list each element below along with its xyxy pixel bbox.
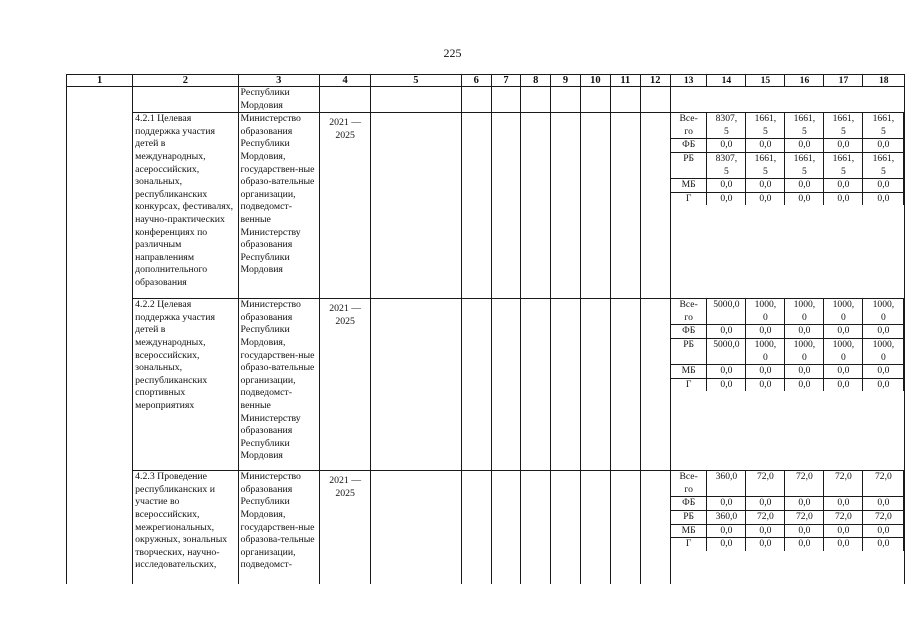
empty-cell (521, 113, 551, 299)
finance-value: 0,0 (863, 365, 904, 379)
finance-value: 1661, 5 (785, 113, 824, 139)
finance-source: МБ (671, 365, 707, 379)
finance-value: 72,0 (785, 471, 824, 497)
finance-source: РБ (671, 510, 707, 524)
finance-source: Все- го (671, 299, 707, 325)
finance-value: 72,0 (863, 510, 904, 524)
measure-executor: Министерство образования Республики Мордовия, государствен-ные образова-тельные организации, подведомст- (238, 471, 320, 584)
finance-value: 72,0 (824, 471, 863, 497)
finance-value: 0,0 (746, 365, 785, 379)
finance-row (671, 113, 904, 139)
finance-value: 0,0 (707, 378, 746, 391)
finance-row (671, 510, 904, 524)
empty-cell (371, 113, 461, 299)
finance-value: 72,0 (824, 510, 863, 524)
continuation-executor: Республики Мордовия (238, 87, 320, 113)
header-cell: 5 (371, 75, 461, 87)
finance-row (671, 139, 904, 153)
finance-value: 0,0 (824, 497, 863, 511)
empty-cell (521, 471, 551, 584)
empty-cell (580, 299, 610, 471)
header-cell: 11 (611, 75, 640, 87)
finance-value: 0,0 (746, 325, 785, 339)
finance-value: 0,0 (785, 524, 824, 538)
finance-value: 0,0 (746, 524, 785, 538)
header-cell: 16 (785, 75, 824, 86)
finance-source: МБ (671, 524, 707, 538)
finance-value: 0,0 (824, 538, 863, 551)
header-cell: 12 (640, 75, 670, 87)
empty-cell (491, 471, 520, 584)
finance-row (671, 497, 904, 511)
finance-value: 0,0 (707, 325, 746, 339)
empty-cell (611, 87, 640, 113)
header-cell: 8 (521, 75, 551, 87)
finance-value: 1661, 5 (824, 152, 863, 178)
finance-value: 360,0 (707, 510, 746, 524)
finance-row (671, 192, 904, 205)
finance-block (670, 113, 904, 299)
finance-value: 1661, 5 (785, 152, 824, 178)
finance-value: 0,0 (707, 365, 746, 379)
header-cell: 3 (238, 75, 320, 87)
empty-cell (371, 471, 461, 584)
finance-value: 5000,0 (707, 338, 746, 364)
finance-source: РБ (671, 338, 707, 364)
finance-table (671, 471, 904, 551)
finance-value (863, 378, 904, 391)
header-cell: 6 (461, 75, 491, 87)
empty-cell (521, 87, 551, 113)
empty-cell (461, 113, 491, 299)
finance-row (671, 325, 904, 339)
finance-value: 0,0 (824, 179, 863, 193)
finance-row (671, 538, 904, 551)
program-table (66, 74, 905, 584)
finance-row (671, 365, 904, 379)
finance-value: 0,0 (824, 365, 863, 379)
measure-row (67, 113, 905, 299)
empty-cell (640, 87, 670, 113)
finance-value (863, 139, 904, 153)
empty-cell (611, 299, 640, 471)
finance-block (670, 299, 904, 471)
empty-cell (611, 471, 640, 584)
empty-cell (461, 471, 491, 584)
finance-value: 1661, 5 (746, 152, 785, 178)
measure-years: 2021 — 2025 (320, 471, 371, 584)
header-cell: 17 (824, 75, 863, 86)
finance-value: 1661, 5 (863, 152, 904, 178)
header-row (67, 75, 905, 87)
empty-cell (580, 87, 610, 113)
empty-cell (461, 87, 491, 113)
finance-value: 72,0 (746, 510, 785, 524)
finance-value: 0,0 (824, 524, 863, 538)
finance-value: 1000, 0 (863, 299, 904, 325)
header-cell: 7 (491, 75, 520, 87)
empty-cell (640, 299, 670, 471)
finance-value: 0,0 (707, 139, 746, 153)
finance-table (671, 113, 904, 205)
finance-value: 1000, 0 (785, 338, 824, 364)
finance-value: 0,0 (785, 538, 824, 551)
finance-value: 360,0 (707, 471, 746, 497)
finance-row (671, 524, 904, 538)
finance-source: Г (671, 538, 707, 551)
empty-cell (521, 299, 551, 471)
finance-value: 72,0 (785, 510, 824, 524)
empty-cell (133, 87, 238, 113)
finance-source: ФБ (671, 497, 707, 511)
finance-value: 1000, 0 (824, 338, 863, 364)
finance-value: 0,0 (824, 139, 863, 153)
finance-value: 0,0 (785, 497, 824, 511)
header-cell: 9 (551, 75, 580, 87)
measure-row (67, 299, 905, 471)
finance-value: 0,0 (746, 378, 785, 391)
finance-value (863, 524, 904, 538)
header-cell: 18 (863, 75, 904, 86)
finance-value: 8307, 5 (707, 113, 746, 139)
finance-value: 0,0 (863, 538, 904, 551)
measure-executor: Министерство образования Республики Мордовия, государствен-ные образо-вательные организации, подведомст-венные Министерству образования Республики Мордовия (238, 113, 320, 299)
finance-value: 1000, 0 (746, 338, 785, 364)
measure-years: 2021 — 2025 (320, 113, 371, 299)
finance-source: ФБ (671, 139, 707, 153)
finance-row (671, 179, 904, 193)
finance-value: 0,0 (746, 192, 785, 205)
finance-value: 0,0 (746, 538, 785, 551)
finance-source: МБ (671, 179, 707, 193)
finance-value: 0,0 (707, 497, 746, 511)
finance-value: 1661, 5 (824, 113, 863, 139)
measure-name: 4.2.1 Целевая поддержка участия детей в международных, асероссийских, зональных, республиканских конкурсах, фестивалях, научно-практических конференциях по различным направлениям дополнительного образования (133, 113, 238, 299)
empty-cell (551, 471, 580, 584)
measure-row (67, 471, 905, 584)
finance-value: 0,0 (824, 325, 863, 339)
finance-value: 72,0 (863, 471, 904, 497)
measure-name: 4.2.3 Проведение республиканских и участие во всероссийских, межрегиональных, окружных, зональных творческих, научно-исследовательских, (133, 471, 238, 584)
empty-cell (371, 87, 461, 113)
finance-value: 0,0 (785, 179, 824, 193)
finance-value (863, 325, 904, 339)
finance-value: 0,0 (746, 179, 785, 193)
finance-value: 0,0 (785, 192, 824, 205)
finance-value: 0,0 (785, 378, 824, 391)
header-cell: 13 (671, 75, 707, 86)
finance-value (863, 497, 904, 511)
empty-cell (640, 471, 670, 584)
empty-cell (551, 299, 580, 471)
continuation-row (67, 87, 905, 113)
finance-row (671, 338, 904, 364)
header-cell: 4 (320, 75, 371, 87)
finance-source: ФБ (671, 325, 707, 339)
header-cell: 1 (67, 75, 133, 87)
header-cell: 10 (580, 75, 610, 87)
finance-value: 1000, 0 (746, 299, 785, 325)
finance-value: 1000, 0 (863, 338, 904, 364)
measure-executor: Министерство образования Республики Мордовия, государствен-ные образо-вательные организации, подведомст-венные Министерству образования Республики Мордовия (238, 299, 320, 471)
finance-value: 0,0 (707, 179, 746, 193)
finance-value: 8307, 5 (707, 152, 746, 178)
finance-value: 1000, 0 (785, 299, 824, 325)
empty-cell (491, 87, 520, 113)
finance-value: 1661, 5 (746, 113, 785, 139)
finance-row (671, 471, 904, 497)
finance-source: РБ (671, 152, 707, 178)
empty-cell (580, 113, 610, 299)
page-number: 225 (443, 46, 462, 60)
empty-cell (580, 471, 610, 584)
finance-value: 0,0 (824, 192, 863, 205)
finance-value: 0,0 (746, 139, 785, 153)
finance-value: 0,0 (707, 524, 746, 538)
empty-cell (670, 87, 904, 113)
finance-value: 0,0 (707, 192, 746, 205)
finance-value: 0,0 (785, 365, 824, 379)
empty-cell (320, 87, 371, 113)
finance-block (670, 471, 904, 584)
finance-value: 0,0 (785, 325, 824, 339)
empty-cell (461, 299, 491, 471)
finance-value: 0,0 (824, 378, 863, 391)
finance-value (863, 192, 904, 205)
finance-value: 5000,0 (707, 299, 746, 325)
empty-cell (371, 299, 461, 471)
finance-source: Г (671, 192, 707, 205)
empty-cell (611, 113, 640, 299)
finance-source: Г (671, 378, 707, 391)
finance-value: 1661, 5 (863, 113, 904, 139)
header-cell-group (670, 75, 904, 87)
finance-value: 0,0 (746, 497, 785, 511)
empty-cell (491, 299, 520, 471)
finance-row (671, 152, 904, 178)
measure-years: 2021 — 2025 (320, 299, 371, 471)
finance-source: Все- го (671, 113, 707, 139)
finance-value: 1000, 0 (824, 299, 863, 325)
header-cell: 14 (707, 75, 746, 86)
col1-cell (67, 87, 133, 584)
empty-cell (551, 113, 580, 299)
finance-value: 72,0 (746, 471, 785, 497)
finance-value: 0,0 (863, 179, 904, 193)
empty-cell (551, 87, 580, 113)
finance-source: Все- го (671, 471, 707, 497)
finance-table (671, 299, 904, 391)
empty-cell (640, 113, 670, 299)
finance-value: 0,0 (707, 538, 746, 551)
finance-row (671, 299, 904, 325)
measure-name: 4.2.2 Целевая поддержка участия детей в международных, всероссийских, зональных, республиканских спортивных мероприятиях (133, 299, 238, 471)
header-cell: 2 (133, 75, 238, 87)
empty-cell (491, 113, 520, 299)
header-cell: 15 (746, 75, 785, 86)
finance-row (671, 378, 904, 391)
finance-value: 0,0 (785, 139, 824, 153)
